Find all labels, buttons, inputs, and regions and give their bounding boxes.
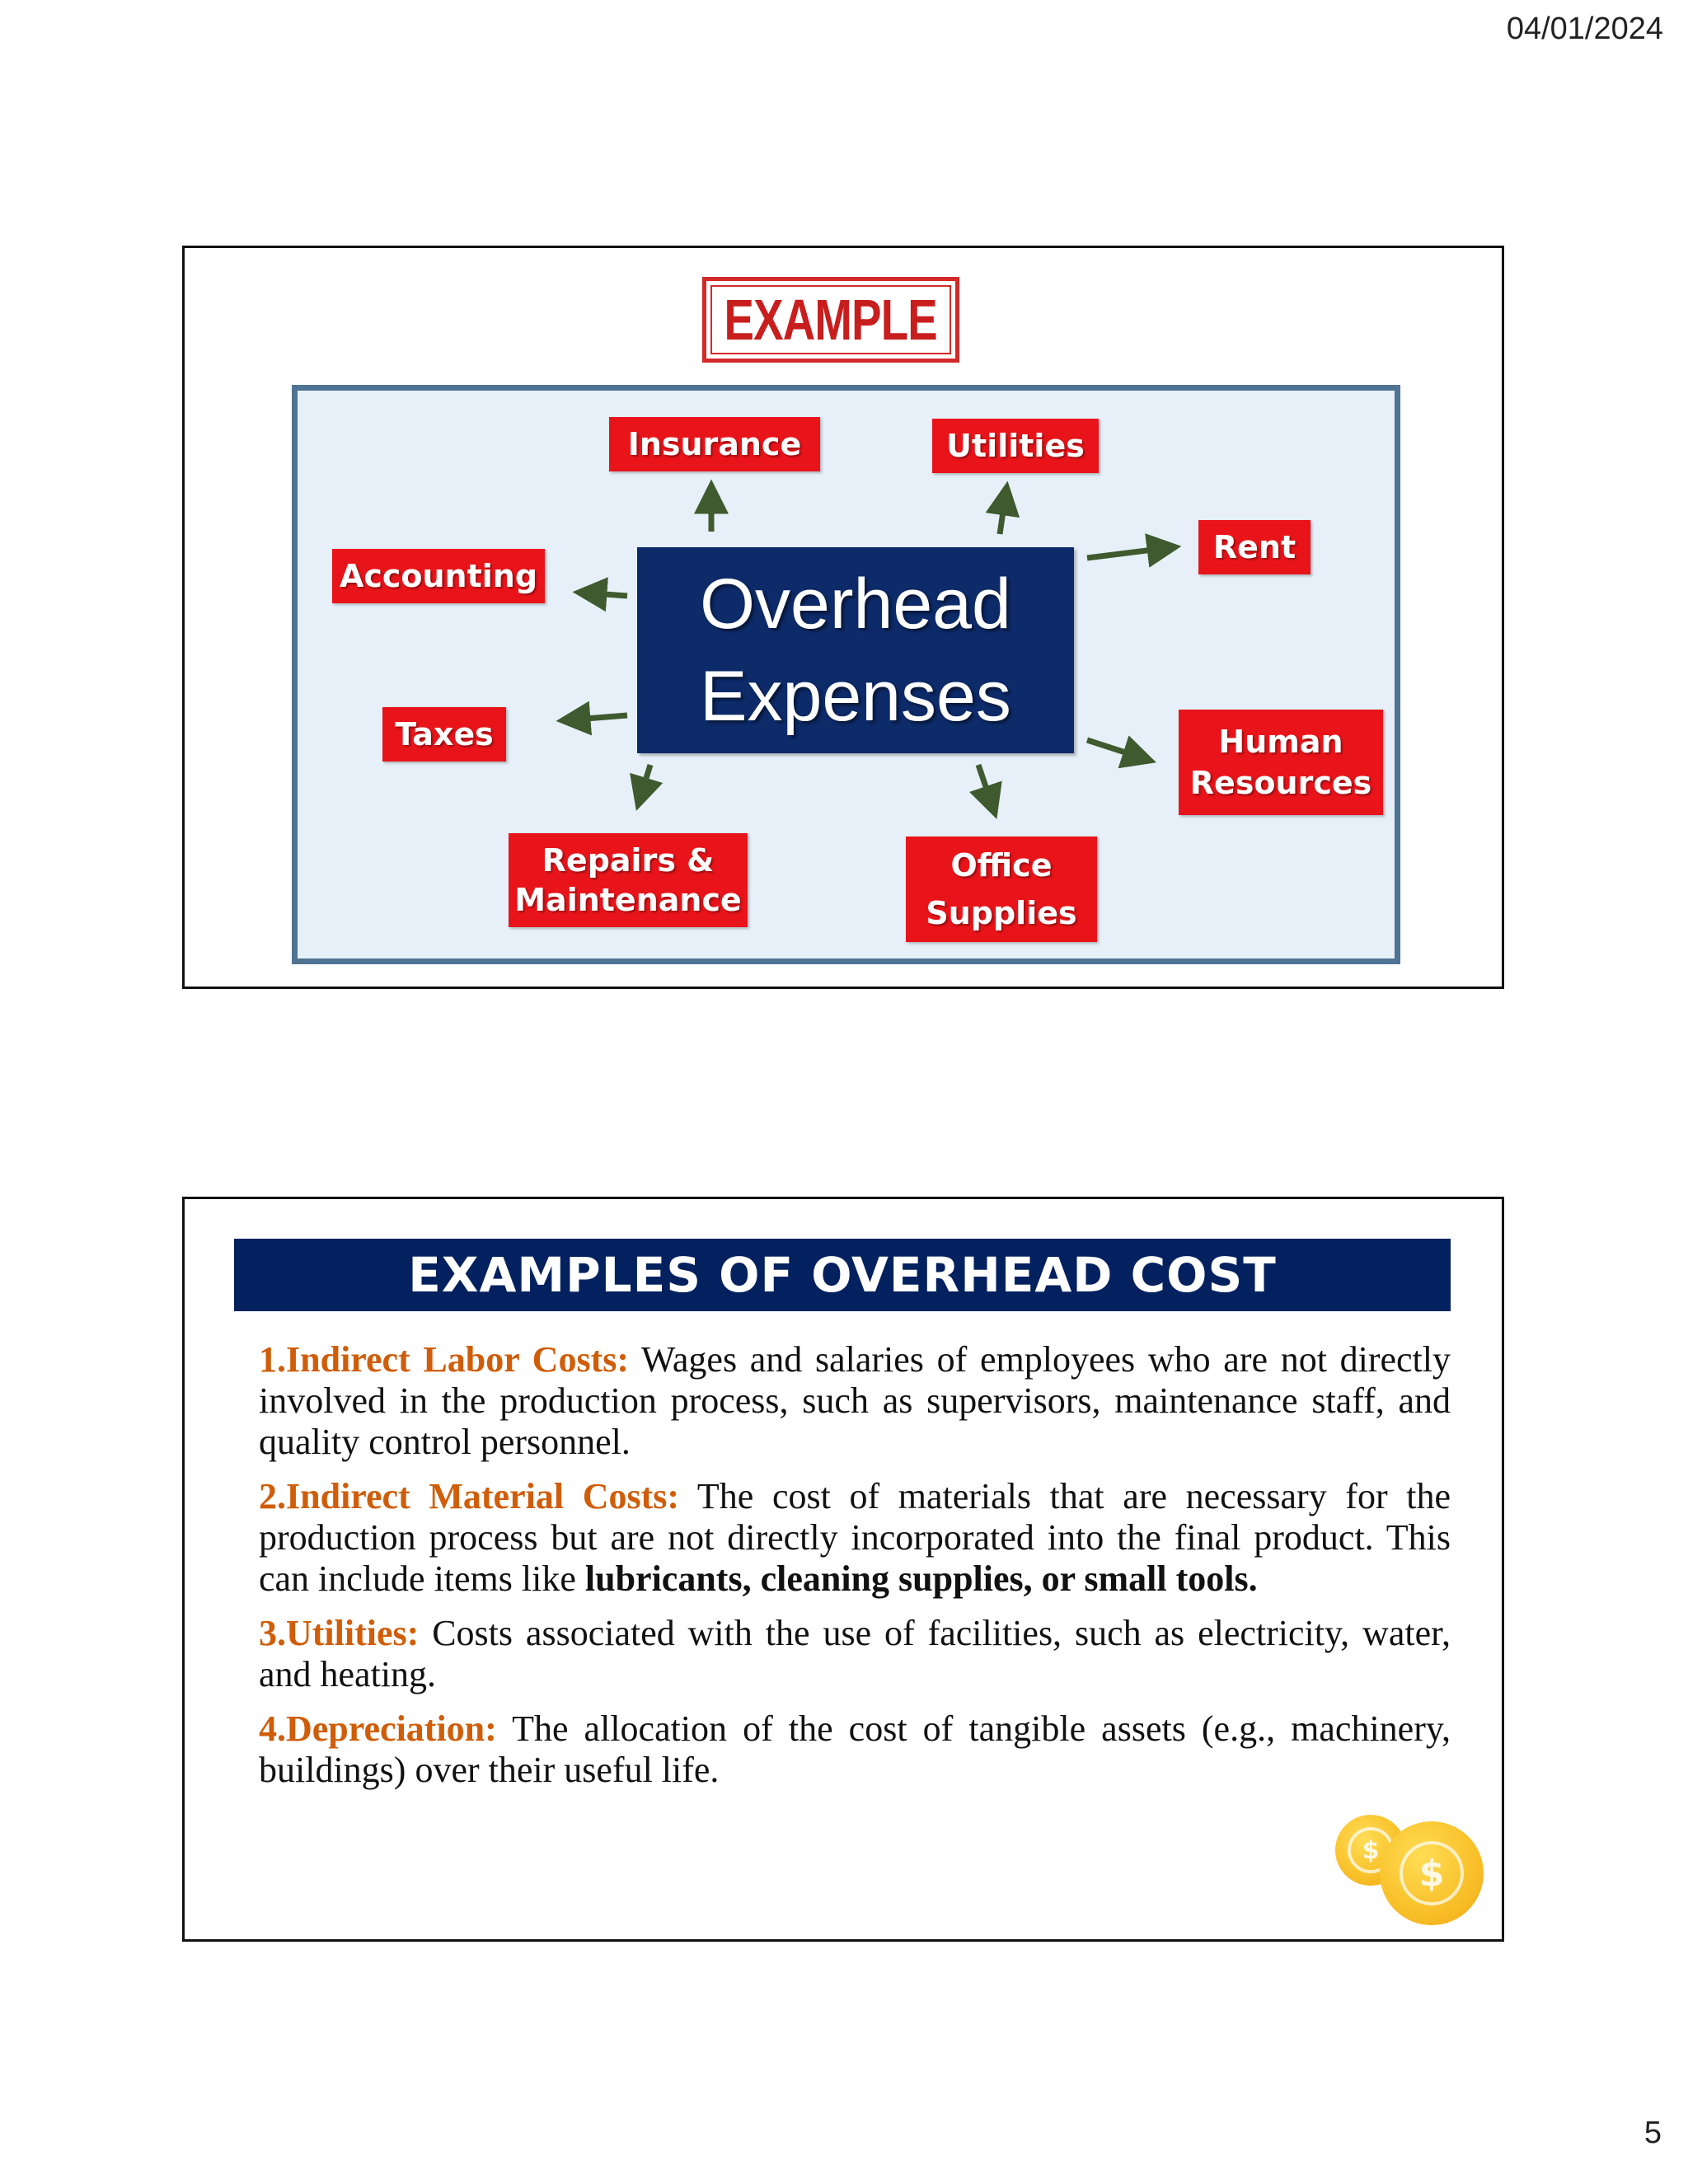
slide-title: EXAMPLES OF OVERHEAD COST (408, 1247, 1277, 1303)
arrow-to-office-supplies (978, 765, 994, 811)
arrow-to-repairs (639, 765, 650, 803)
item-heading: 4.Depreciation: (259, 1708, 497, 1749)
repairs-line-1: Repairs & (542, 842, 715, 879)
item-bold-text: lubricants, cleaning supplies, or small tools. (584, 1558, 1258, 1599)
box-taxes: Taxes (382, 707, 506, 762)
page-number: 5 (1643, 2116, 1662, 2150)
dollar-icon: $ (1400, 1841, 1464, 1905)
item-text: The allocation of the cost of tangible assets (e.g., machinery, buildings) over their useful life. (259, 1708, 1451, 1790)
list-item-indirect-labor (259, 1339, 1451, 1463)
item-heading: 3.Utilities: (259, 1613, 420, 1653)
center-line-1: Overhead (700, 565, 1011, 644)
office-supplies-line-2: Supplies (926, 895, 1077, 931)
human-resources-line-1: Human (1218, 724, 1343, 760)
arrow-to-human-resources (1087, 740, 1148, 760)
list-item-indirect-material (259, 1476, 1451, 1600)
list-item-depreciation (259, 1708, 1451, 1791)
list-item-utilities (259, 1613, 1451, 1695)
arrow-to-taxes (565, 715, 627, 720)
item-heading: 2.Indirect Material Costs: (259, 1476, 680, 1516)
arrow-to-utilities (1000, 490, 1006, 534)
box-utilities: Utilities (932, 419, 1099, 473)
human-resources-line-2: Resources (1189, 765, 1372, 801)
item-text: Costs associated with the use of facilities, such as electricity, water, and heating. (259, 1613, 1451, 1694)
repairs-line-2: Maintenance (514, 882, 742, 918)
slide-overhead-examples (182, 1197, 1504, 1942)
title-bar (234, 1239, 1451, 1311)
item-text: Wages and salaries of employees who are not directly involved in the production process, such as supervisors, maintenance staff, and quality control personnel. (259, 1339, 1451, 1462)
dollar-icon: $ (1348, 1827, 1394, 1873)
overhead-cost-list (259, 1339, 1451, 1804)
item-heading: 1.Indirect Labor Costs: (259, 1339, 629, 1380)
overhead-expenses-center (637, 547, 1074, 753)
stamp-text: EXAMPLE (724, 288, 938, 352)
overhead-expenses-diagram (292, 385, 1400, 964)
coin-icon (1380, 1821, 1484, 1925)
box-insurance: Insurance (609, 417, 820, 471)
arrow-to-accounting (581, 593, 627, 596)
office-supplies-line-1: Office (950, 847, 1053, 883)
box-rent: Rent (1198, 520, 1311, 574)
box-accounting: Accounting (332, 549, 545, 603)
box-human-resources (1179, 710, 1383, 815)
slide-overhead-diagram (182, 246, 1504, 989)
center-line-2: Expenses (700, 657, 1011, 736)
box-office-supplies (906, 837, 1097, 942)
page-date: 04/01/2024 (1506, 12, 1663, 46)
example-stamp (702, 277, 959, 363)
item-text: The cost of materials that are necessary for the production process but are not directly incorporated into the final product. This can include items like (259, 1476, 1451, 1599)
arrow-to-rent (1087, 547, 1173, 558)
box-repairs-maintenance (509, 833, 748, 927)
